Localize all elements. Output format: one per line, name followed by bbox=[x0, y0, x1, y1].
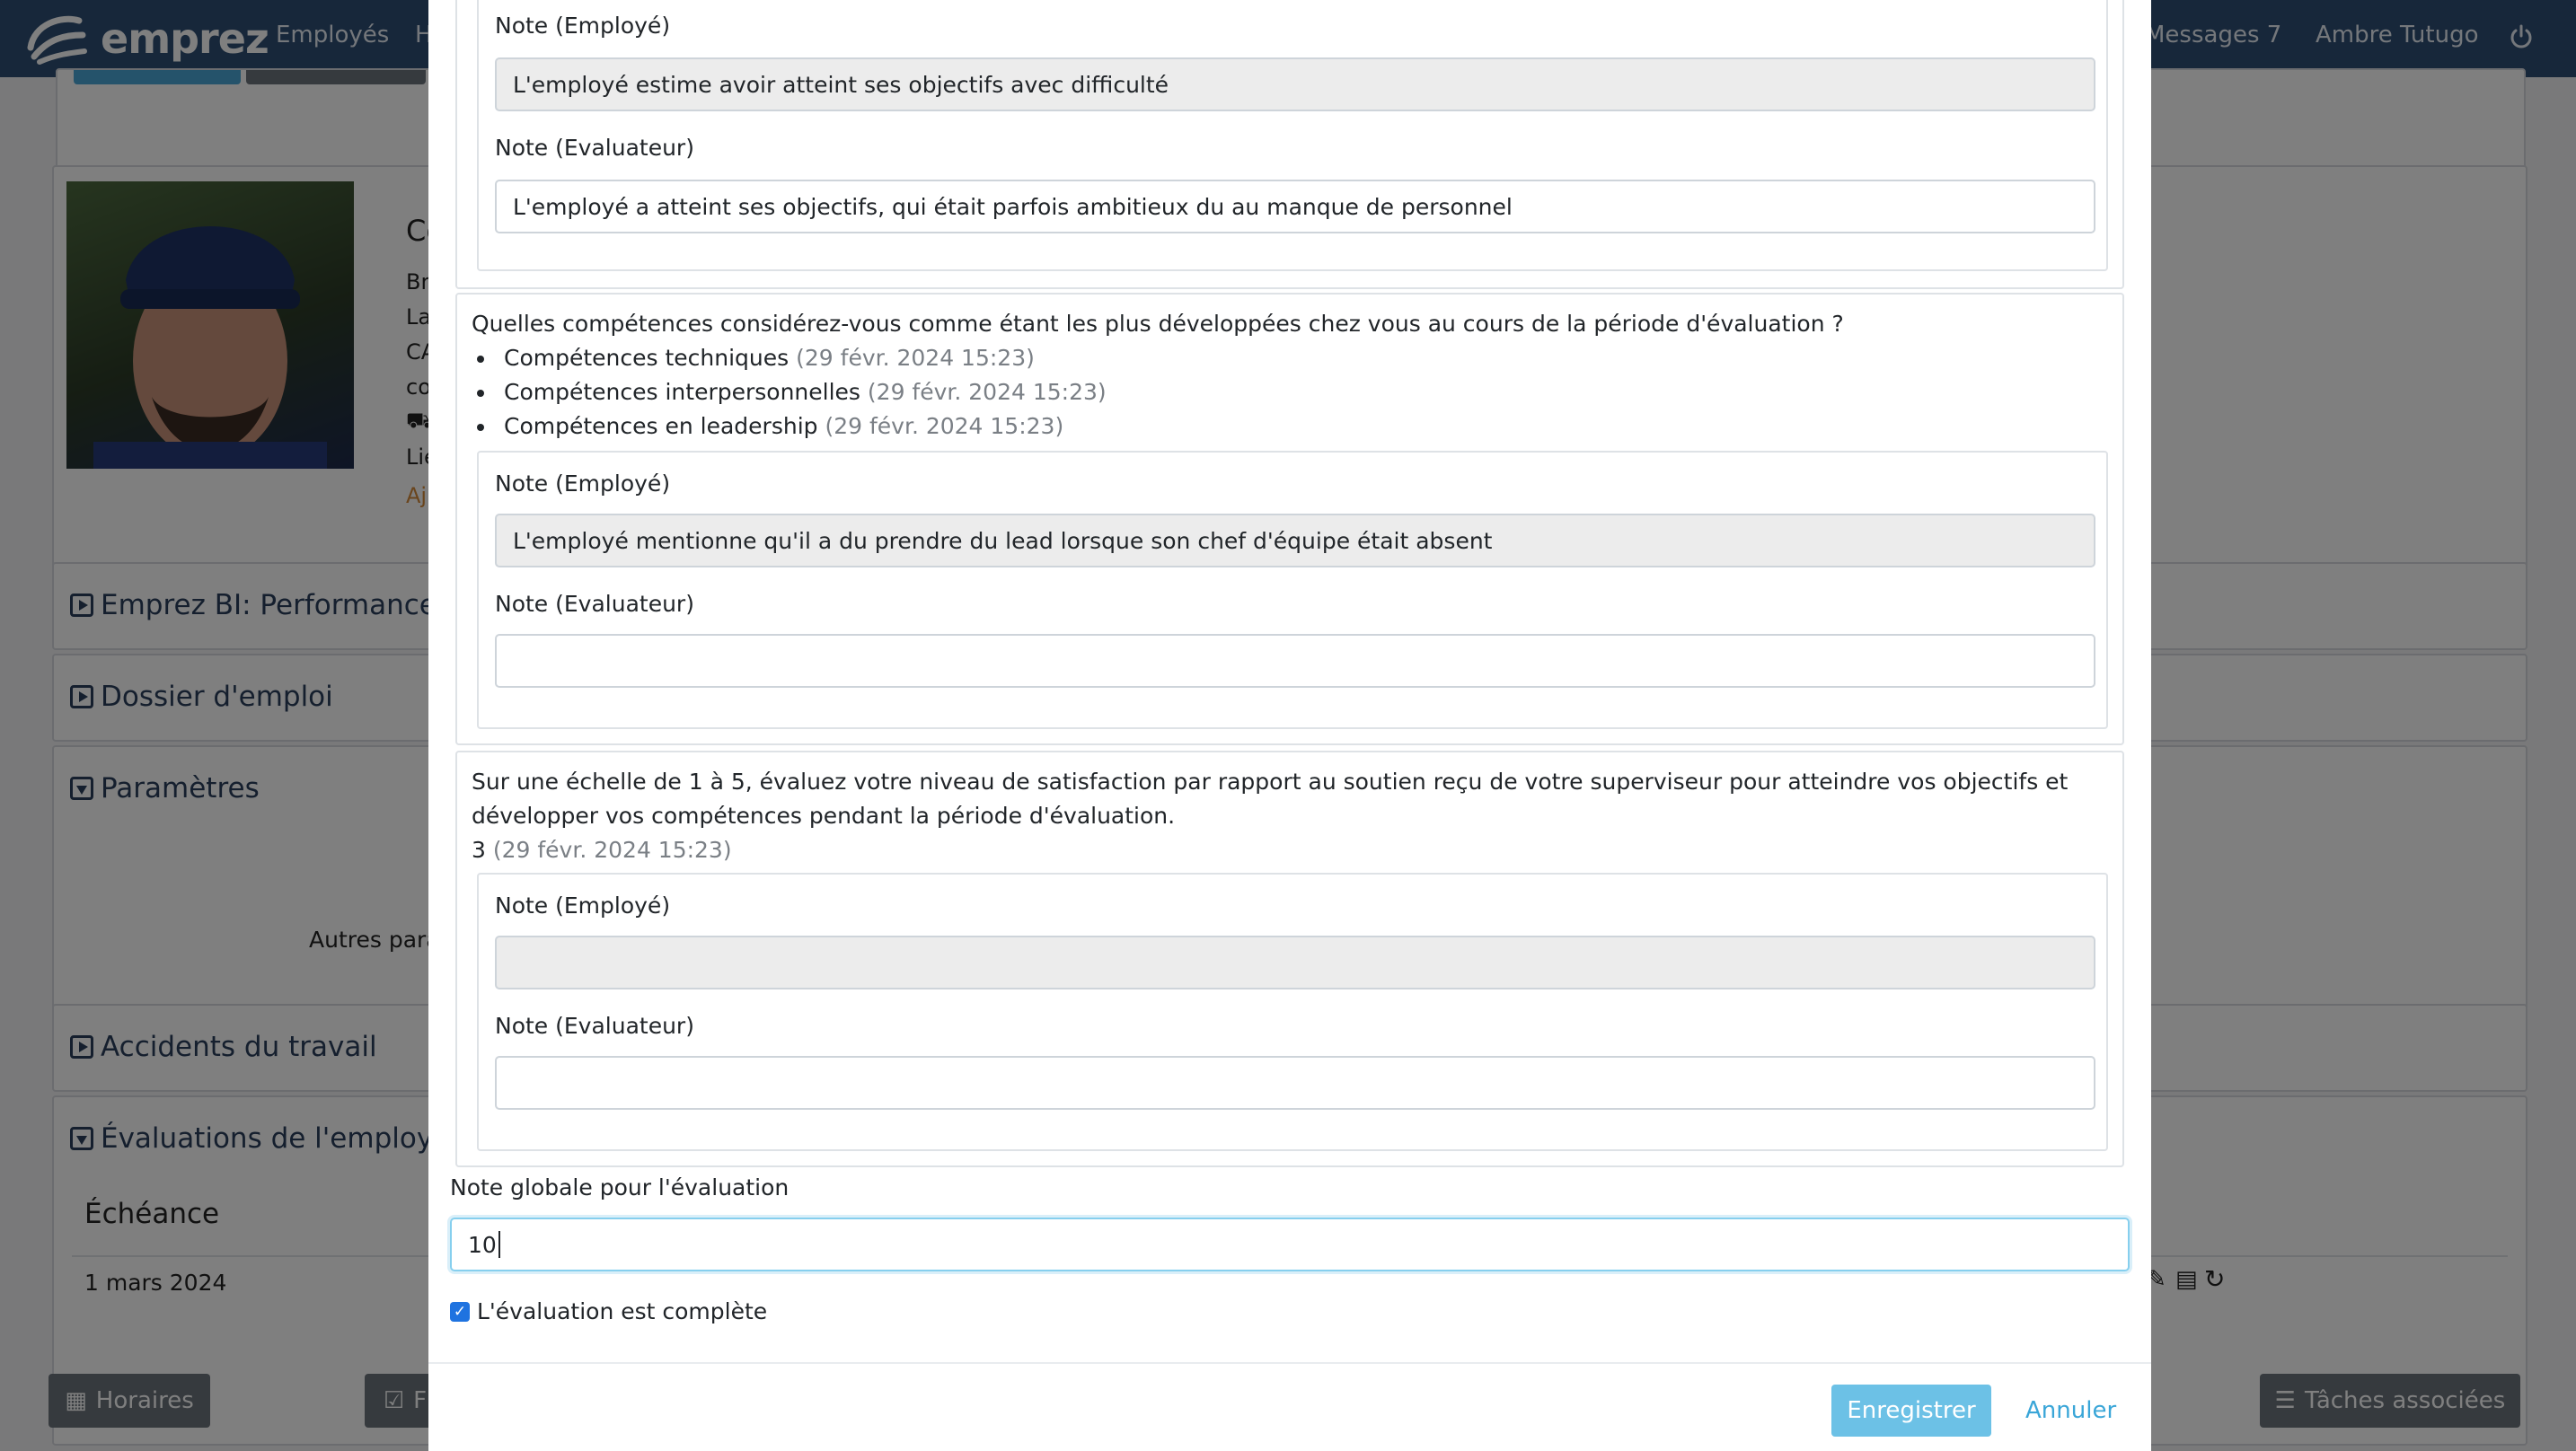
notes-card-3 bbox=[477, 873, 2108, 1151]
employee-note-field bbox=[495, 936, 2095, 989]
answer-item: Compétences interpersonnelles (29 févr. 2024 15:23) bbox=[504, 375, 1107, 409]
employee-note-field: L'employé estime avoir atteint ses objectifs avec difficulté bbox=[495, 57, 2095, 111]
question-block-2 bbox=[455, 293, 2124, 745]
employee-note-field: L'employé mentionne qu'il a du prendre du lead lorsque son chef d'équipe était absent bbox=[495, 514, 2095, 567]
employee-note-label: Note (Employé) bbox=[495, 893, 671, 919]
evaluator-note-label: Note (Evaluateur) bbox=[495, 1013, 694, 1039]
question-block-3 bbox=[455, 751, 2124, 1167]
evaluator-note-input[interactable]: L'employé a atteint ses objectifs, qui était parfois ambitieux du au manque de personnel bbox=[495, 180, 2095, 233]
answer-item: Compétences en leadership (29 févr. 2024 15:23) bbox=[504, 409, 1107, 444]
global-note-label: Note globale pour l'évaluation bbox=[450, 1174, 790, 1200]
evaluator-note-input[interactable] bbox=[495, 1056, 2095, 1110]
notes-card-1 bbox=[477, 0, 2108, 271]
employee-note-label: Note (Employé) bbox=[495, 470, 671, 497]
answer-item: Compétences techniques (29 févr. 2024 15:23) bbox=[504, 341, 1107, 375]
answer-list bbox=[504, 341, 1107, 444]
cancel-button[interactable]: Annuler bbox=[2025, 1397, 2117, 1424]
complete-checkbox-row[interactable] bbox=[450, 1298, 767, 1324]
evaluator-note-label: Note (Evaluateur) bbox=[495, 591, 694, 617]
complete-checkbox-label: L'évaluation est complète bbox=[477, 1298, 768, 1324]
question-text: Sur une échelle de 1 à 5, évaluez votre niveau de satisfaction par rapport au soutien reçu de votre superviseur pour atteindre vos objectifs et développer vos compétences pendant la période d'évaluation. bbox=[472, 769, 2069, 829]
text-caret bbox=[498, 1231, 500, 1258]
employee-note-label: Note (Employé) bbox=[495, 13, 671, 39]
question-text: Quelles compétences considérez-vous comme étant les plus développées chez vous au cours de la période d'évaluation ? bbox=[472, 311, 1844, 337]
save-button[interactable]: Enregistrer bbox=[1831, 1385, 1991, 1437]
answer-value: 3 (29 févr. 2024 15:23) bbox=[472, 837, 732, 863]
evaluation-modal bbox=[428, 0, 2151, 1451]
global-note-input[interactable]: 10 bbox=[450, 1218, 2130, 1271]
evaluator-note-input[interactable] bbox=[495, 634, 2095, 688]
question-block-1 bbox=[455, 0, 2124, 289]
modal-footer-divider bbox=[428, 1362, 2151, 1364]
complete-checkbox[interactable]: ✓ bbox=[450, 1302, 470, 1322]
notes-card-2 bbox=[477, 451, 2108, 729]
evaluator-note-label: Note (Evaluateur) bbox=[495, 135, 694, 161]
